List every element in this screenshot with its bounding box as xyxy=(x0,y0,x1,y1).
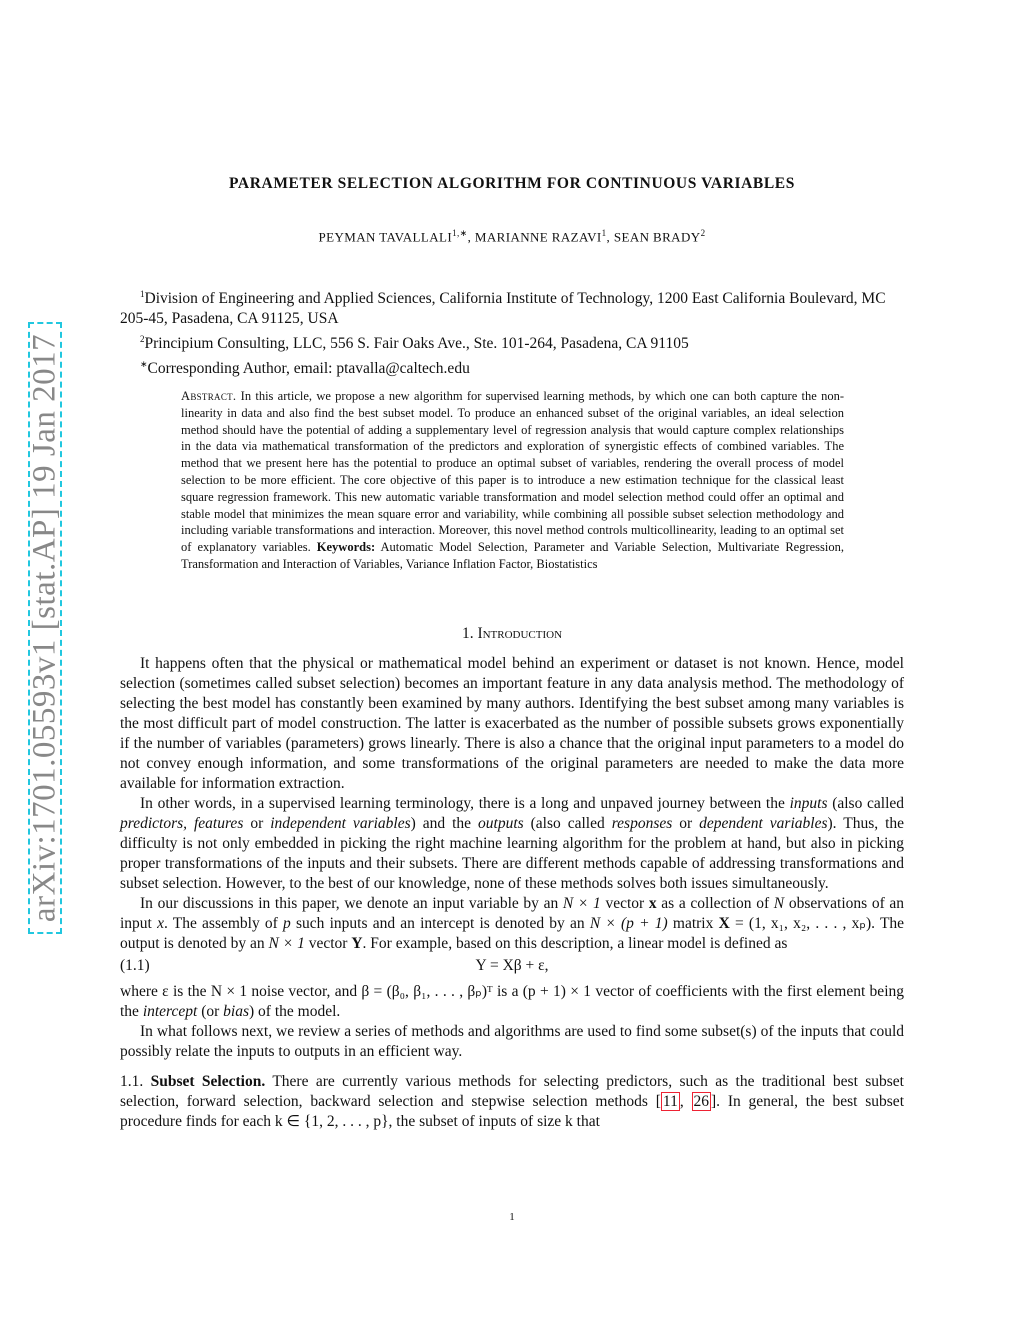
abstract xyxy=(181,388,844,573)
affiliation-item: $^1$Division of Engineering and Applied Sciences, California Institute of Technology, 1200 East California Boulevard, MC 205-45, Pasadena, CA 91125, USA xyxy=(120,289,886,328)
author-mark: 2 xyxy=(700,228,706,238)
keywords-text: Automatic Model Selection, Parameter and Variable Selection, Multivariate Regression, Transformation and Interaction of Variables, Variance Inflation Factor, Biostatistics xyxy=(181,540,845,571)
subsection-title: Subset Selection. xyxy=(150,1073,266,1090)
subsection-paragraph: 1.1. Subset Selection. There are currently various methods for selecting predictors, such as the traditional best subset selection, forward selection, backward selection and stepwise selection methods [ 11 , 26 ]. In general, the best subset procedure finds for each k ∈ {1, 2, . . . , p}, the subset of inputs of size k that xyxy=(120,1073,904,1130)
affiliation-item: $^2$Principium Consulting, LLC, 556 S. Fair Oaks Ave., Ste. 101-264, Pasadena, CA 91105 xyxy=(140,334,689,353)
equation-expression: Y = Xβ + ε, xyxy=(475,957,549,974)
page-number: 1 xyxy=(509,1211,515,1223)
equation xyxy=(120,956,904,976)
keywords-label: Keywords: xyxy=(316,540,376,555)
author-mark: 1 xyxy=(601,228,607,238)
abstract-label: Abstract. xyxy=(181,389,237,403)
arxiv-identifier-stamp xyxy=(28,322,62,934)
paragraph: It happens often that the physical or mathematical model behind an experiment or dataset is not known. Hence, model selection (sometimes called subset selection) becomes an important feature in any data analysis method. The methodology of selecting the best model has constantly been examined by many authors. Identifying the best subset among many variables is the most difficult part of model construction. The latter is exacerbated as the number of possible subsets grows exponentially if the number of variables (parameters) grows linearly. There is also a chance that the original input parameters to a model do not convey enough information, and some transformations of the original parameters are needed to make the data more available for information extraction. xyxy=(120,655,904,792)
paragraph: In other words, in a supervised learning terminology, there is a long and unpaved journey between the inputs (also called predictors, features or independent variables) and the outputs (also called responses or dependent variables). Thus, the difficulty is not only embedded in picking the right machine learning algorithm for the problem at hand, but also in picking proper transformations of the inputs and their subsets. There are different methods capable of addressing transformations and subset selection. However, to the best of our knowledge, none of these methods solves both issues simultaneously. xyxy=(120,795,905,892)
arxiv-identifier-text: arXiv:1701.05593v1 [stat.AP] 19 Jan 2017 xyxy=(26,333,63,923)
affiliations xyxy=(120,284,904,379)
author-name: SEAN BRADY xyxy=(613,229,701,245)
paper-title: PARAMETER SELECTION ALGORITHM FOR CONTINUOUS VARIABLES xyxy=(229,175,795,192)
section-body xyxy=(120,654,904,1132)
paragraph: In our discussions in this paper, we denote an input variable by an N × 1 vector x as a collection of N observations of an input x. The assembly of p such inputs and an intercept is denoted by an N × (p + 1) matrix X = (1, x₁, x₂, . . . , xₚ). The output is denoted by an N × 1 vector Y. For example, based on this description, a linear model is defined as xyxy=(120,895,905,952)
citation-link[interactable]: 11 xyxy=(662,1093,678,1110)
paragraph: In what follows next, we review a series of methods and algorithms are used to find some subset(s) of the inputs that could possibly relate the inputs to outputs in an efficient way. xyxy=(120,1023,904,1060)
author-name: MARIANNE RAZAVI xyxy=(474,229,602,245)
author-list: PEYMAN $TAVALLALI^{1,∗}$, MARIANNE RAZAVI$^1$, SEAN BRADY$^2$ xyxy=(318,228,706,245)
abstract-text: In this article, we propose a new algorithm for supervised learning methods, by which one can both capture the non-linearity in data and also find the best subset model. To produce an enhanced subset of the original variables, an ideal selection method should have the potential of adding a supplementary level of regression analysis that would capture complex relationships in the data via mathematical transformation of the predictors and exploration of synergistic effects of combined variables. The method that we present here has the potential to produce an optimal subset of variables, rendering the overall process of model selection to be more efficient. The core objective of this paper is to introduce a new estimation technique for the classical least square regression framework. This new automatic variable transformation and model selection method could offer an optimal and stable model that minimizes the mean square error and variability, while combining all possible subset selection methodology and including variable transformations and interaction. Moreover, this novel method controls multicollinearity, leading to an optimal set of explanatory variables. xyxy=(181,389,844,555)
citation-link[interactable]: 26 xyxy=(693,1093,709,1110)
affiliation-item: ∗Corresponding Author, email: ptavalla@caltech.edu xyxy=(140,359,470,378)
author-name: PEYMAN TAVALLALI xyxy=(318,229,453,245)
author-mark: 1,∗ xyxy=(452,228,468,238)
paragraph: where ε is the N × 1 noise vector, and β = (β₀, β₁, . . . , βₚ)ᵀ is a (p + 1) × 1 vector of coefficients with the first element being the intercept (or bias) of the model. xyxy=(120,983,904,1020)
section-heading: 1. Introduction xyxy=(461,625,563,642)
equation-number: (1.1) xyxy=(120,957,150,974)
